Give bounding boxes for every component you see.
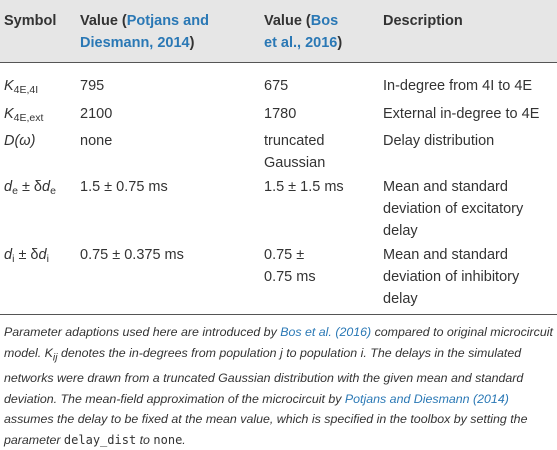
row-value-bos: 1.5 ± 1.5 ms (264, 179, 344, 195)
row-symbol: D(ω) (4, 133, 36, 149)
row-description: Mean and standard deviation of excitatory delay (383, 179, 524, 239)
row-value-bos: 675 (264, 78, 289, 94)
citation-link[interactable]: et al., 2016 (264, 35, 338, 51)
row-symbol: $d_i \pm \delta d_i$ (4, 247, 49, 265)
row-description: Delay distribution (383, 133, 495, 149)
citation-link[interactable]: Potjans and (126, 13, 209, 29)
row-description: External in-degree to 4E (383, 106, 540, 122)
row-value-potjans: 2100 (80, 106, 113, 122)
row-value-bos: 1780 (264, 106, 297, 122)
header-description: Description (383, 13, 463, 29)
citation-link[interactable]: Bos (310, 13, 339, 29)
row-symbol: $K_{4E,4I}$ (4, 78, 39, 96)
row-symbol: $d_e \pm \delta d_e$ (4, 179, 56, 197)
row-symbol: $K_{4E,ext}$ (4, 106, 44, 124)
citation-link[interactable]: Potjans and Diesmann (2014) (344, 391, 509, 406)
code-delay-dist: delay_dist (63, 432, 137, 447)
row-value-potjans: 795 (80, 78, 105, 94)
row-value-potjans: 1.5 ± 0.75 ms (80, 179, 168, 195)
citation-link[interactable]: Bos et al. (2016) (280, 325, 372, 339)
header-divider (0, 62, 557, 63)
code-none: none (153, 432, 183, 447)
row-value-potjans: none (80, 133, 113, 149)
header-value-bos: Value (Bos et al., 2016) (264, 13, 343, 51)
row-value-potjans: 0.75 ± 0.375 ms (80, 247, 184, 263)
table-caption: Parameter adaptions used here are introduced by Bos et al. (2016) compared to original microcircuit model. $K_{ij}$ denotes the in-degrees from population j to population i. The delays in the simulated networks were drawn from a truncated Gaussian distribution with the given mean and standard deviation. The mean-field approximation of the microcircuit by Potjans and Diesmann (2014) assumes the delay to be fixed at the mean value, which is specified in the toolbox by setting the parameter delay_dist to none. (4, 325, 553, 447)
row-value-bos: 0.75 ± 0.75 ms (264, 247, 316, 285)
header-value-potjans: Value (Potjans and Diesmann, 2014) (80, 13, 209, 51)
row-value-bos: truncated Gaussian (264, 133, 326, 171)
table-bottom-divider (0, 314, 557, 315)
header-symbol: Symbol (4, 13, 57, 29)
row-description: In-degree from 4I to 4E (383, 78, 533, 94)
citation-link[interactable]: Diesmann, 2014 (80, 35, 190, 51)
row-description: Mean and standard deviation of inhibitory delay (383, 247, 520, 307)
